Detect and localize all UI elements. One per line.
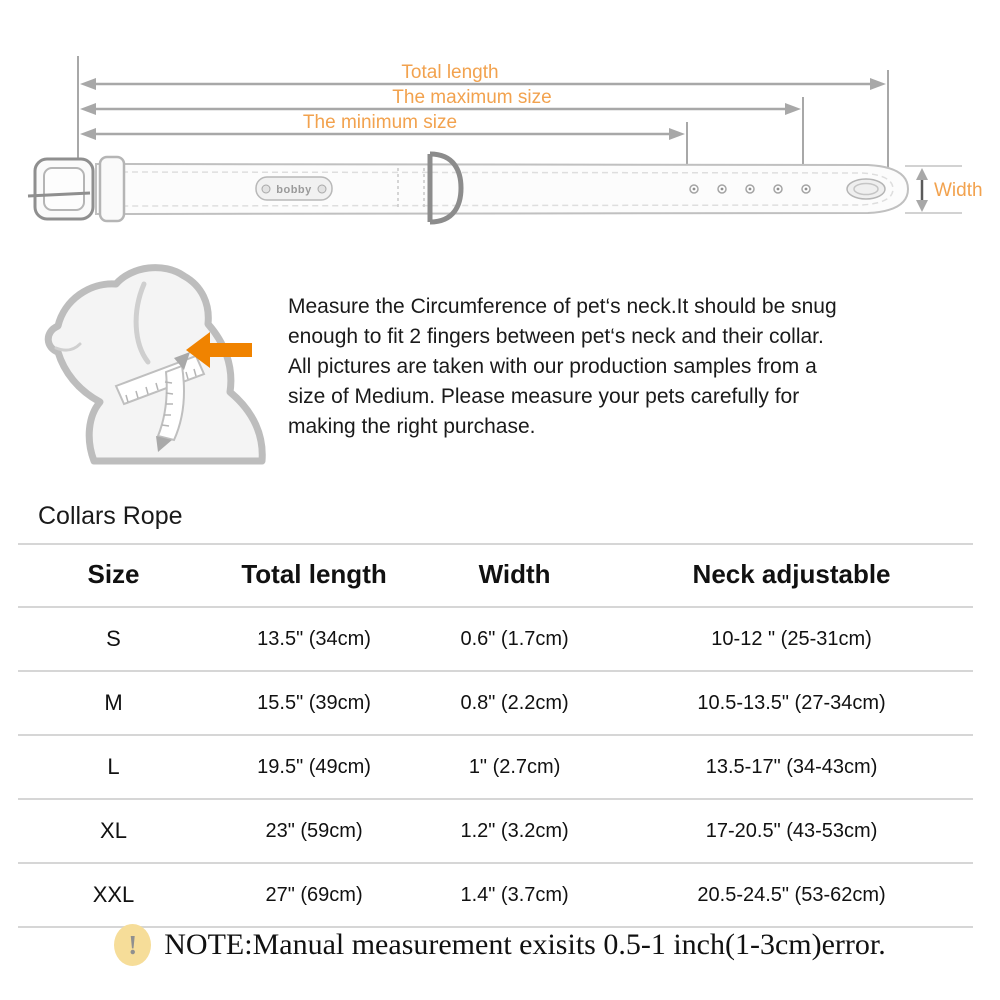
table-row-m (18, 671, 973, 735)
column-header-neck-adjustable: Neck adjustable (610, 544, 973, 607)
table-row-xxl (18, 863, 973, 927)
cell-neck: 20.5-24.5" (53-62cm) (610, 863, 973, 927)
collar-plate-text: bobby (276, 184, 312, 196)
total-length-arrow (80, 62, 886, 90)
column-header-total-length: Total length (209, 544, 419, 607)
cell-size: S (18, 607, 209, 671)
size-chart-table (18, 543, 973, 928)
total-length-label: Total length (401, 62, 499, 83)
instruction-line: All pictures are taken with our production samples from a (288, 355, 817, 378)
cell-neck: 13.5-17" (34-43cm) (610, 735, 973, 799)
cell-neck: 10.5-13.5" (27-34cm) (610, 671, 973, 735)
table-header-row (18, 544, 973, 607)
cell-size: L (18, 735, 209, 799)
section-title: Collars Rope (38, 502, 183, 530)
cell-width: 1.2" (3.2cm) (419, 799, 610, 863)
dog-head-outline (48, 268, 262, 461)
width-marker (905, 166, 983, 213)
cell-width: 0.6" (1.7cm) (419, 607, 610, 671)
cell-neck: 17-20.5" (43-53cm) (610, 799, 973, 863)
cell-width: 1.4" (3.7cm) (419, 863, 610, 927)
note-text: NOTE:Manual measurement exisits 0.5-1 inch(1-3cm)error. (164, 928, 886, 961)
minimum-size-label: The minimum size (302, 112, 458, 133)
cell-total-length: 19.5" (49cm) (209, 735, 419, 799)
cell-total-length: 15.5" (39cm) (209, 671, 419, 735)
table-row-l (18, 735, 973, 799)
instruction-line: making the right purchase. (288, 415, 536, 438)
cell-size: XXL (18, 863, 209, 927)
instruction-line: size of Medium. Please measure your pets carefully for (288, 385, 800, 408)
collar-brand-plate (256, 177, 332, 200)
table-row-s (18, 607, 973, 671)
cell-size: XL (18, 799, 209, 863)
column-header-size: Size (18, 544, 209, 607)
width-arrow-label: Width (934, 180, 983, 201)
collar-illustration (28, 154, 908, 222)
collar-measurement-diagram (0, 0, 1000, 250)
table-row-xl (18, 799, 973, 863)
instruction-line: enough to fit 2 fingers between pet‘s neck and their collar. (288, 325, 824, 348)
collar-tip-stamp (847, 179, 885, 199)
cell-width: 0.8" (2.2cm) (419, 671, 610, 735)
cell-total-length: 27" (69cm) (209, 863, 419, 927)
cell-total-length: 13.5" (34cm) (209, 607, 419, 671)
instruction-line: Measure the Circumference of pet‘s neck.It should be snug (288, 295, 837, 318)
exclamation-icon: ! (114, 924, 151, 966)
maximum-size-label: The maximum size (392, 87, 552, 108)
dog-measuring-illustration (28, 256, 278, 468)
collar-buckle (28, 159, 93, 219)
cell-neck: 10-12 " (25-31cm) (610, 607, 973, 671)
minimum-size-arrow (80, 112, 685, 140)
measurement-note (0, 924, 1000, 966)
cell-width: 1" (2.7cm) (419, 735, 610, 799)
maximum-size-arrow (80, 87, 801, 115)
column-header-width: Width (419, 544, 610, 607)
collar-keeper-loop (100, 157, 124, 221)
measuring-instructions (288, 292, 948, 442)
cell-size: M (18, 671, 209, 735)
cell-total-length: 23" (59cm) (209, 799, 419, 863)
